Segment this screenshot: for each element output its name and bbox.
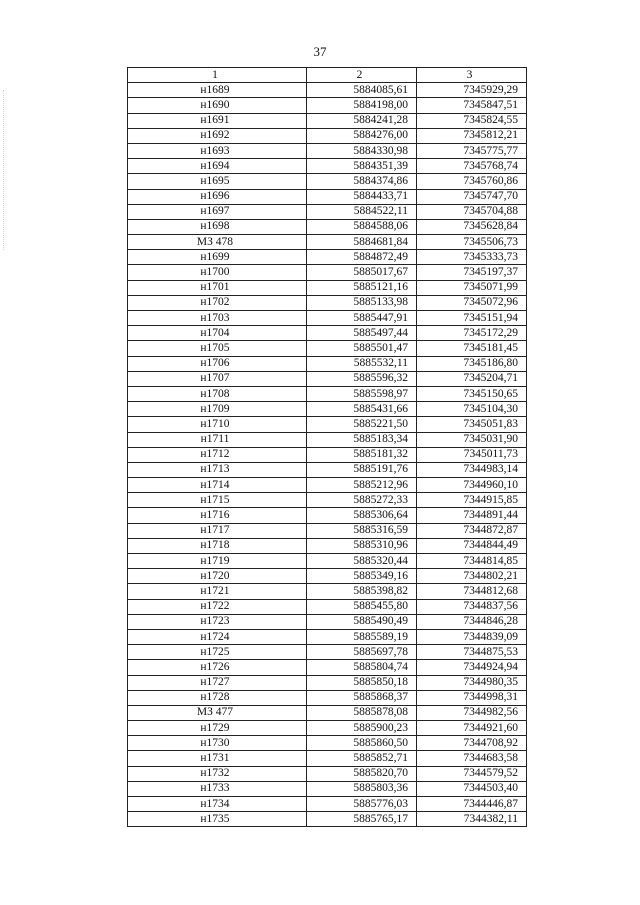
point-name-cell: н1694 — [128, 159, 307, 174]
point-name-cell: МЗ 478 — [128, 235, 307, 250]
x-coordinate-cell: 5885596,32 — [306, 371, 416, 386]
column-header-x: 2 — [306, 68, 416, 83]
point-name-cell: н1713 — [128, 462, 307, 477]
point-name-cell: н1693 — [128, 143, 307, 158]
point-name-cell: н1734 — [128, 797, 307, 812]
y-coordinate-cell: 7344983,14 — [416, 462, 526, 477]
table-row — [128, 280, 527, 295]
x-coordinate-cell: 5885598,97 — [306, 386, 416, 401]
table-row — [128, 83, 527, 98]
y-coordinate-cell: 7344924,94 — [416, 660, 526, 675]
table-row — [128, 204, 527, 219]
table-row — [128, 766, 527, 781]
x-coordinate-cell: 5885878,08 — [306, 705, 416, 720]
table-row — [128, 523, 527, 538]
point-name-cell: н1725 — [128, 645, 307, 660]
x-coordinate-cell: 5884330,98 — [306, 143, 416, 158]
y-coordinate-cell: 7345847,51 — [416, 98, 526, 113]
table-row — [128, 311, 527, 326]
x-coordinate-cell: 5885497,44 — [306, 326, 416, 341]
x-coordinate-cell: 5885697,78 — [306, 645, 416, 660]
column-header-point: 1 — [128, 68, 307, 83]
table-row — [128, 417, 527, 432]
point-name-cell: н1707 — [128, 371, 307, 386]
table-row — [128, 493, 527, 508]
x-coordinate-cell: 5885017,67 — [306, 265, 416, 280]
y-coordinate-cell: 7344446,87 — [416, 797, 526, 812]
table-row — [128, 371, 527, 386]
x-coordinate-cell: 5885900,23 — [306, 721, 416, 736]
point-name-cell: н1695 — [128, 174, 307, 189]
table-row — [128, 462, 527, 477]
table-row — [128, 432, 527, 447]
y-coordinate-cell: 7345151,94 — [416, 311, 526, 326]
point-name-cell: МЗ 477 — [128, 705, 307, 720]
table-row — [128, 660, 527, 675]
table-row — [128, 614, 527, 629]
table-header — [128, 68, 527, 83]
table-row — [128, 128, 527, 143]
x-coordinate-cell: 5885349,16 — [306, 569, 416, 584]
y-coordinate-cell: 7344814,85 — [416, 554, 526, 569]
y-coordinate-cell: 7345333,73 — [416, 250, 526, 265]
x-coordinate-cell: 5885860,50 — [306, 736, 416, 751]
table-row — [128, 402, 527, 417]
point-name-cell: н1717 — [128, 523, 307, 538]
x-coordinate-cell: 5885868,37 — [306, 690, 416, 705]
point-name-cell: н1728 — [128, 690, 307, 705]
table-row — [128, 675, 527, 690]
x-coordinate-cell: 5884198,00 — [306, 98, 416, 113]
x-coordinate-cell: 5884872,49 — [306, 250, 416, 265]
x-coordinate-cell: 5885589,19 — [306, 629, 416, 644]
point-name-cell: н1706 — [128, 356, 307, 371]
point-name-cell: н1703 — [128, 311, 307, 326]
point-name-cell: н1719 — [128, 554, 307, 569]
y-coordinate-cell: 7344872,87 — [416, 523, 526, 538]
y-coordinate-cell: 7344503,40 — [416, 781, 526, 796]
table-row — [128, 447, 527, 462]
y-coordinate-cell: 7345768,74 — [416, 159, 526, 174]
y-coordinate-cell: 7345172,29 — [416, 326, 526, 341]
y-coordinate-cell: 7344812,68 — [416, 584, 526, 599]
x-coordinate-cell: 5885490,49 — [306, 614, 416, 629]
x-coordinate-cell: 5885532,11 — [306, 356, 416, 371]
x-coordinate-cell: 5885121,16 — [306, 280, 416, 295]
point-name-cell: н1718 — [128, 538, 307, 553]
x-coordinate-cell: 5884351,39 — [306, 159, 416, 174]
point-name-cell: н1715 — [128, 493, 307, 508]
point-name-cell: н1705 — [128, 341, 307, 356]
x-coordinate-cell: 5884681,84 — [306, 235, 416, 250]
table-row — [128, 721, 527, 736]
table-row — [128, 584, 527, 599]
y-coordinate-cell: 7344708,92 — [416, 736, 526, 751]
table-row — [128, 554, 527, 569]
y-coordinate-cell: 7345150,65 — [416, 386, 526, 401]
x-coordinate-cell: 5884085,61 — [306, 83, 416, 98]
y-coordinate-cell: 7344982,56 — [416, 705, 526, 720]
point-name-cell: н1711 — [128, 432, 307, 447]
y-coordinate-cell: 7345824,55 — [416, 113, 526, 128]
x-coordinate-cell: 5884276,00 — [306, 128, 416, 143]
table-row — [128, 235, 527, 250]
point-name-cell: н1732 — [128, 766, 307, 781]
y-coordinate-cell: 7345186,80 — [416, 356, 526, 371]
point-name-cell: н1723 — [128, 614, 307, 629]
x-coordinate-cell: 5885191,76 — [306, 462, 416, 477]
point-name-cell: н1709 — [128, 402, 307, 417]
table-row — [128, 751, 527, 766]
y-coordinate-cell: 7344382,11 — [416, 812, 526, 827]
point-name-cell: н1701 — [128, 280, 307, 295]
point-name-cell: н1696 — [128, 189, 307, 204]
point-name-cell: н1730 — [128, 736, 307, 751]
y-coordinate-cell: 7345775,77 — [416, 143, 526, 158]
header-row — [128, 68, 527, 83]
table-row — [128, 265, 527, 280]
x-coordinate-cell: 5885803,36 — [306, 781, 416, 796]
table-row — [128, 538, 527, 553]
y-coordinate-cell: 7344998,31 — [416, 690, 526, 705]
x-coordinate-cell: 5885455,80 — [306, 599, 416, 614]
x-coordinate-cell: 5885221,50 — [306, 417, 416, 432]
y-coordinate-cell: 7344844,49 — [416, 538, 526, 553]
point-name-cell: н1689 — [128, 83, 307, 98]
scan-margin-dots — [3, 90, 5, 250]
table-row — [128, 705, 527, 720]
x-coordinate-cell: 5885320,44 — [306, 554, 416, 569]
y-coordinate-cell: 7345051,83 — [416, 417, 526, 432]
point-name-cell: н1708 — [128, 386, 307, 401]
y-coordinate-cell: 7344579,52 — [416, 766, 526, 781]
y-coordinate-cell: 7344875,53 — [416, 645, 526, 660]
y-coordinate-cell: 7345197,37 — [416, 265, 526, 280]
x-coordinate-cell: 5885310,96 — [306, 538, 416, 553]
y-coordinate-cell: 7345011,73 — [416, 447, 526, 462]
x-coordinate-cell: 5885431,66 — [306, 402, 416, 417]
x-coordinate-cell: 5885447,91 — [306, 311, 416, 326]
x-coordinate-cell: 5885820,70 — [306, 766, 416, 781]
y-coordinate-cell: 7344960,10 — [416, 478, 526, 493]
table-row — [128, 386, 527, 401]
x-coordinate-cell: 5885306,64 — [306, 508, 416, 523]
y-coordinate-cell: 7345031,90 — [416, 432, 526, 447]
x-coordinate-cell: 5884522,11 — [306, 204, 416, 219]
table-row — [128, 113, 527, 128]
y-coordinate-cell: 7344921,60 — [416, 721, 526, 736]
table-row — [128, 599, 527, 614]
table-row — [128, 797, 527, 812]
x-coordinate-cell: 5885765,17 — [306, 812, 416, 827]
table-body — [128, 83, 527, 827]
table-row — [128, 478, 527, 493]
y-coordinate-cell: 7345760,86 — [416, 174, 526, 189]
x-coordinate-cell: 5885181,32 — [306, 447, 416, 462]
point-name-cell: н1712 — [128, 447, 307, 462]
x-coordinate-cell: 5885272,33 — [306, 493, 416, 508]
y-coordinate-cell: 7345071,99 — [416, 280, 526, 295]
y-coordinate-cell: 7344839,09 — [416, 629, 526, 644]
table-row — [128, 508, 527, 523]
table-row — [128, 812, 527, 827]
point-name-cell: н1697 — [128, 204, 307, 219]
table-row — [128, 326, 527, 341]
table-row — [128, 736, 527, 751]
table-row — [128, 189, 527, 204]
point-name-cell: н1690 — [128, 98, 307, 113]
x-coordinate-cell: 5885804,74 — [306, 660, 416, 675]
point-name-cell: н1727 — [128, 675, 307, 690]
point-name-cell: н1722 — [128, 599, 307, 614]
point-name-cell: н1729 — [128, 721, 307, 736]
x-coordinate-cell: 5885212,96 — [306, 478, 416, 493]
table-row — [128, 159, 527, 174]
y-coordinate-cell: 7344980,35 — [416, 675, 526, 690]
x-coordinate-cell: 5885183,34 — [306, 432, 416, 447]
table-row — [128, 250, 527, 265]
point-name-cell: н1710 — [128, 417, 307, 432]
point-name-cell: н1721 — [128, 584, 307, 599]
point-name-cell: н1692 — [128, 128, 307, 143]
point-name-cell: н1698 — [128, 219, 307, 234]
point-name-cell: н1731 — [128, 751, 307, 766]
y-coordinate-cell: 7345628,84 — [416, 219, 526, 234]
x-coordinate-cell: 5884433,71 — [306, 189, 416, 204]
table-row — [128, 690, 527, 705]
coordinates-table — [127, 67, 527, 827]
column-header-y: 3 — [416, 68, 526, 83]
x-coordinate-cell: 5884588,06 — [306, 219, 416, 234]
table-row — [128, 295, 527, 310]
point-name-cell: н1691 — [128, 113, 307, 128]
table-row — [128, 174, 527, 189]
x-coordinate-cell: 5885398,82 — [306, 584, 416, 599]
y-coordinate-cell: 7345704,88 — [416, 204, 526, 219]
table-row — [128, 645, 527, 660]
y-coordinate-cell: 7345929,29 — [416, 83, 526, 98]
x-coordinate-cell: 5885133,98 — [306, 295, 416, 310]
x-coordinate-cell: 5884374,86 — [306, 174, 416, 189]
y-coordinate-cell: 7344837,56 — [416, 599, 526, 614]
y-coordinate-cell: 7345204,71 — [416, 371, 526, 386]
table-row — [128, 341, 527, 356]
y-coordinate-cell: 7344846,28 — [416, 614, 526, 629]
x-coordinate-cell: 5885852,71 — [306, 751, 416, 766]
point-name-cell: н1733 — [128, 781, 307, 796]
x-coordinate-cell: 5884241,28 — [306, 113, 416, 128]
y-coordinate-cell: 7345506,73 — [416, 235, 526, 250]
y-coordinate-cell: 7344802,21 — [416, 569, 526, 584]
y-coordinate-cell: 7344915,85 — [416, 493, 526, 508]
page-number: 37 — [313, 44, 327, 59]
x-coordinate-cell: 5885501,47 — [306, 341, 416, 356]
table-row — [128, 98, 527, 113]
point-name-cell: н1700 — [128, 265, 307, 280]
table-row — [128, 629, 527, 644]
point-name-cell: н1720 — [128, 569, 307, 584]
y-coordinate-cell: 7345104,30 — [416, 402, 526, 417]
table-row — [128, 356, 527, 371]
point-name-cell: н1714 — [128, 478, 307, 493]
x-coordinate-cell: 5885850,18 — [306, 675, 416, 690]
y-coordinate-cell: 7345812,21 — [416, 128, 526, 143]
point-name-cell: н1704 — [128, 326, 307, 341]
table-row — [128, 143, 527, 158]
y-coordinate-cell: 7344683,58 — [416, 751, 526, 766]
point-name-cell: н1716 — [128, 508, 307, 523]
point-name-cell: н1724 — [128, 629, 307, 644]
y-coordinate-cell: 7344891,44 — [416, 508, 526, 523]
x-coordinate-cell: 5885316,59 — [306, 523, 416, 538]
point-name-cell: н1702 — [128, 295, 307, 310]
table-row — [128, 569, 527, 584]
point-name-cell: н1699 — [128, 250, 307, 265]
point-name-cell: н1726 — [128, 660, 307, 675]
y-coordinate-cell: 7345072,96 — [416, 295, 526, 310]
point-name-cell: н1735 — [128, 812, 307, 827]
y-coordinate-cell: 7345747,70 — [416, 189, 526, 204]
y-coordinate-cell: 7345181,45 — [416, 341, 526, 356]
table-row — [128, 219, 527, 234]
x-coordinate-cell: 5885776,03 — [306, 797, 416, 812]
table-row — [128, 781, 527, 796]
